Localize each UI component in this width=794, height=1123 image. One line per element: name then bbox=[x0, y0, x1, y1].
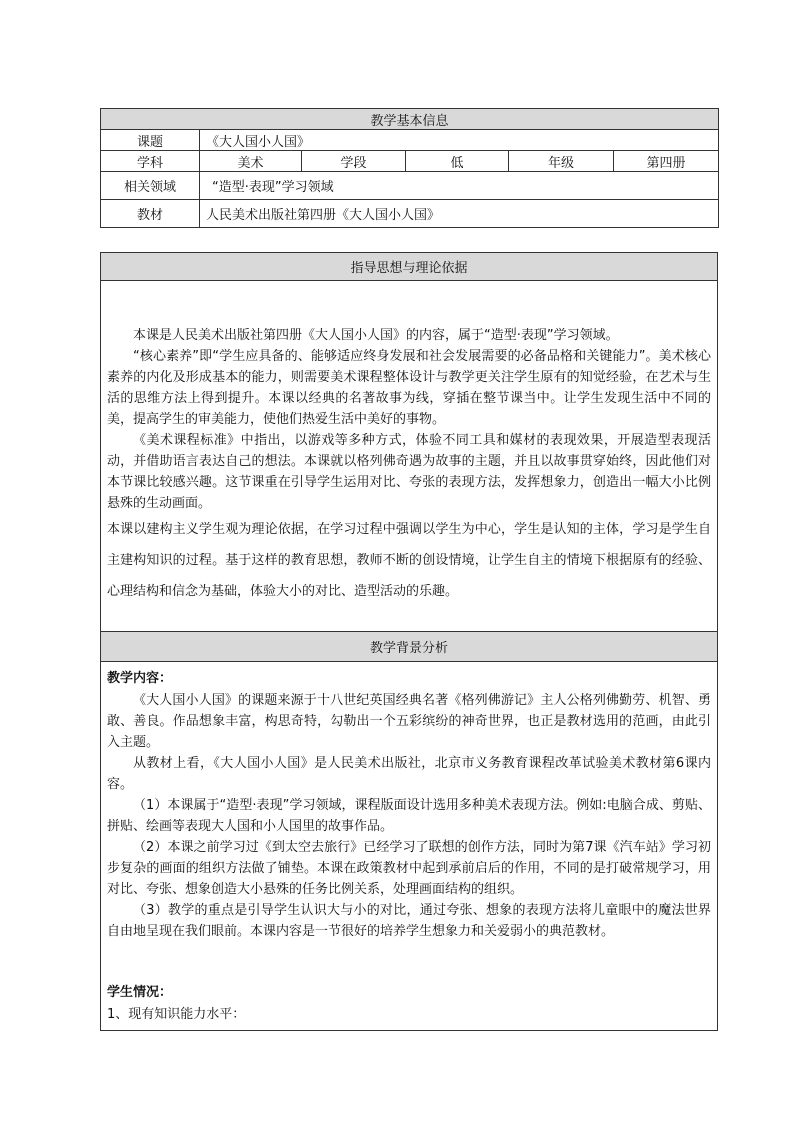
content-title: 教学内容： bbox=[107, 671, 173, 686]
background-table bbox=[100, 631, 718, 1031]
textbook-label: 教材 bbox=[101, 200, 200, 228]
student-title: 学生情况： bbox=[107, 985, 173, 1000]
subject-value: 美术 bbox=[200, 151, 302, 172]
basic-info-header: 教学基本信息 bbox=[101, 109, 719, 130]
guiding-paragraph-4: 本课以建构主义学生观为理论依据，在学习过程中强调以学生为中心，学生是认知的主体，学习是学生自主建构知识的过程。基于这样的教育思想，教师不断的创设情境，让学生自主的情境下根据原有的经验、心理结构和信念为基础，体验大小的对比、造型活动的乐趣。 bbox=[107, 522, 711, 599]
guiding-paragraph-2: “核心素养”即“学生应具备的、能够适应终身发展和社会发展需要的必备品格和关键能力”。美术核心素养的内化及形成基本的能力，则需要美术课程整体设计与教学更关注学生原有的知觉经验，在艺术与生活的思维方法上得到提升。本课以经典的名著故事为线，穿插在整节课当中。让学生发现生活中不同的美，提高学生的审美能力，使他们热爱生活中美好的事物。 bbox=[107, 349, 711, 427]
background-paragraph-4: （2）本课之前学习过《到太空去旅行》已经学习了联想的创作方法，同时为第7课《汽车站》学习初步复杂的画面的组织方法做了铺垫。本课在政策教材中起到承前启后的作用，不同的是打破常规学习，用对比、夸张、想象创造大小悬殊的任务比例关系，处理画面结构的组织。 bbox=[107, 840, 711, 897]
student-item-1: 1、现有知识能力水平： bbox=[107, 1007, 246, 1022]
background-paragraph-1: 《大人国小人国》的课题来源于十八世纪英国经典名著《格列佛游记》主人公格列佛勤劳、机智、勇敢、善良。作品想象丰富，构思奇特，勾勒出一个五彩缤纷的神奇世界，也正是教材选用的范画，由此引入主题。 bbox=[107, 693, 711, 750]
field-value: “造型·表现”学习领域 bbox=[200, 172, 719, 200]
grade-value: 第四册 bbox=[614, 151, 719, 172]
field-label: 相关领域 bbox=[101, 172, 200, 200]
guiding-table bbox=[100, 252, 718, 632]
guiding-header: 指导思想与理论依据 bbox=[101, 253, 718, 281]
stage-label: 学段 bbox=[302, 151, 406, 172]
background-paragraph-5: （3）教学的重点是引导学生认识大与小的对比，通过夸张、想象的表现方法将儿童眼中的魔法世界自由地呈现在我们眼前。本课内容是一节很好的培养学生想象力和关爱弱小的典范教材。 bbox=[107, 903, 711, 939]
topic-value: 《大人国小人国》 bbox=[200, 130, 719, 151]
guiding-body bbox=[101, 281, 718, 632]
stage-value: 低 bbox=[406, 151, 509, 172]
textbook-value: 人民美术出版社第四册《大人国小人国》 bbox=[200, 200, 719, 228]
background-paragraph-3: （1）本课属于“造型·表现”学习领域，课程版面设计选用多种美术表现方法。例如:电脑合成、剪贴、拼贴、绘画等表现大人国和小人国里的故事作品。 bbox=[107, 798, 711, 834]
grade-label: 年级 bbox=[509, 151, 614, 172]
topic-label: 课题 bbox=[101, 130, 200, 151]
basic-info-table bbox=[100, 108, 719, 228]
subject-label: 学科 bbox=[101, 151, 200, 172]
background-body bbox=[101, 662, 718, 1031]
guiding-paragraph-1: 本课是人民美术出版社第四册《大人国小人国》的内容，属于“造型·表现”学习领域。 bbox=[133, 328, 619, 343]
background-paragraph-2: 从教材上看，《大人国小人国》是人民美术出版社，北京市义务教育课程改革试验美术教材第6课内容。 bbox=[107, 756, 711, 792]
background-header: 教学背景分析 bbox=[101, 632, 718, 662]
guiding-paragraph-3: 《美术课程标准》中指出，以游戏等多种方式，体验不同工具和媒材的表现效果，开展造型表现活动，并借助语言表达自己的想法。本课就以格列佛奇遇为故事的主题，并且以故事贯穿始终，因此他们对本节课比较感兴趣。这节课重在引导学生运用对比、夸张的表现方法，发挥想象力，创造出一幅大小比例悬殊的生动画面。 bbox=[107, 433, 711, 511]
